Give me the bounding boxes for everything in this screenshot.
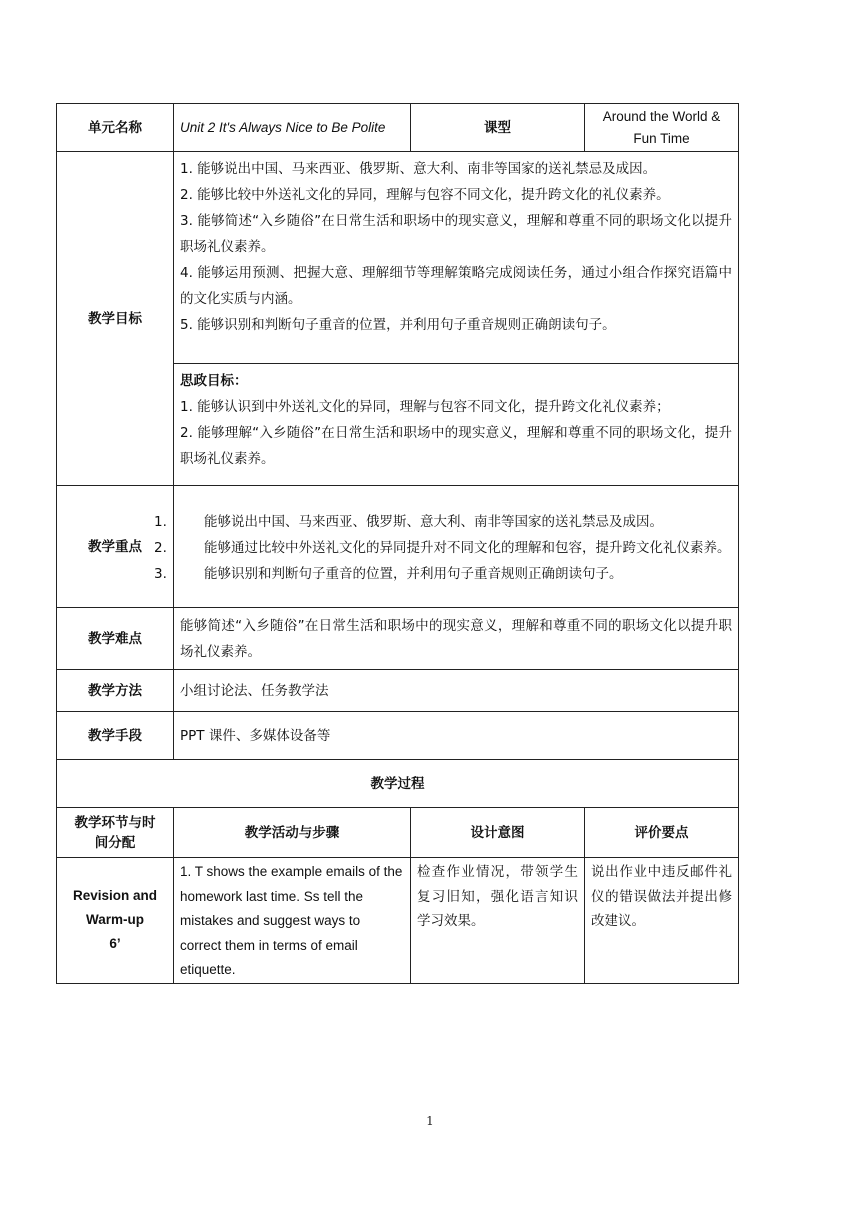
process-header-row: [57, 808, 739, 858]
objective-item: 5. 能够识别和判断句子重音的位置，并利用句子重音规则正确朗读句子。: [180, 317, 616, 333]
key-point-item: [154, 561, 732, 587]
key-point-text: 能够说出中国、马来西亚、俄罗斯、意大利、南非等国家的送礼禁忌及成因。: [204, 513, 663, 530]
stage-duration: 6’: [109, 936, 121, 952]
ideology-cell: [174, 364, 739, 486]
unit-label: 单元名称: [57, 104, 174, 152]
process-stage: [57, 858, 174, 984]
lesson-plan-table: [56, 103, 739, 984]
process-intent: 检查作业情况，带领学生复习旧知，强化语言知识学习效果。: [411, 858, 585, 984]
key-point-text: 能够识别和判断句子重音的位置，并利用句子重音规则正确朗读句子。: [204, 565, 623, 582]
page-number: 1: [426, 1114, 434, 1128]
objective-item: 4. 能够运用预测、把握大意、理解细节等理解策略完成阅读任务，通过小组合作探究语篇中的文化实质与内涵。: [180, 265, 732, 307]
col-eval-header: 评价要点: [585, 808, 739, 858]
stage-line: Revision and: [72, 888, 158, 904]
key-points-label: 教学重点: [57, 486, 174, 608]
col-activity-header: 教学活动与步骤: [174, 808, 411, 858]
difficulties-row: [57, 608, 739, 670]
key-point-item: [154, 509, 732, 535]
key-point-text: 能够通过比较中外送礼文化的异同提升对不同文化的理解和包容，提升跨文化礼仪素养。: [204, 539, 731, 556]
methods-row: [57, 670, 739, 712]
process-title: 教学过程: [57, 760, 739, 808]
process-title-row: [57, 760, 739, 808]
methods-text: 小组讨论法、任务教学法: [174, 670, 739, 712]
lesson-type-value: Around the World & Fun Time: [585, 104, 739, 152]
key-points-cell: [154, 486, 739, 608]
unit-row: [57, 104, 739, 152]
difficulties-cell: [174, 608, 739, 670]
means-row: [57, 712, 739, 760]
objectives-label: 教学目标: [57, 152, 174, 486]
objectives-row: [57, 152, 739, 364]
col-stage-header: 教学环节与时间分配: [57, 808, 174, 858]
ideology-item: 1. 能够认识到中外送礼文化的异同，理解与包容不同文化，提升跨文化礼仪素养；: [180, 399, 670, 415]
objective-item: 1. 能够说出中国、马来西亚、俄罗斯、意大利、南非等国家的送礼禁忌及成因。: [180, 161, 657, 177]
methods-label: 教学方法: [57, 670, 174, 712]
key-point-number: 1.: [154, 513, 167, 530]
means-text: PPT 课件、多媒体设备等: [174, 712, 739, 760]
process-row: [57, 858, 739, 984]
key-point-number: 2.: [154, 539, 167, 556]
key-points-row: [57, 486, 739, 608]
objective-item: 3. 能够简述“入乡随俗”在日常生活和职场中的现实意义，理解和尊重不同的职场文化以提升职场礼仪素养。: [180, 213, 732, 255]
unit-value: Unit 2 It's Always Nice to Be Polite: [174, 104, 411, 152]
difficulties-text: 能够简述“入乡随俗”在日常生活和职场中的现实意义，理解和尊重不同的职场文化以提升职场礼仪素养。: [180, 617, 732, 660]
stage-line: Warm-up: [86, 912, 144, 928]
difficulties-label: 教学难点: [57, 608, 174, 670]
lesson-type-label: 课型: [411, 104, 585, 152]
objective-item: 2. 能够比较中外送礼文化的异同，理解与包容不同文化，提升跨文化的礼仪素养。: [180, 187, 670, 203]
ideology-item: 2. 能够理解“入乡随俗”在日常生活和职场中的现实意义，理解和尊重不同的职场文化，提升职场礼仪素养。: [180, 425, 732, 467]
col-intent-header: 设计意图: [411, 808, 585, 858]
process-activity: 1. T shows the example emails of the homework last time. Ss tell the mistakes and suggest ways to correct them in terms of email etiquette.: [174, 858, 411, 984]
process-eval: 说出作业中违反邮件礼仪的错误做法并提出修改建议。: [585, 858, 739, 984]
key-point-number: 3.: [154, 565, 167, 582]
key-point-item: [154, 535, 732, 561]
ideology-title: 思政目标：: [180, 373, 248, 389]
objectives-cell: [174, 152, 739, 364]
means-label: 教学手段: [57, 712, 174, 760]
